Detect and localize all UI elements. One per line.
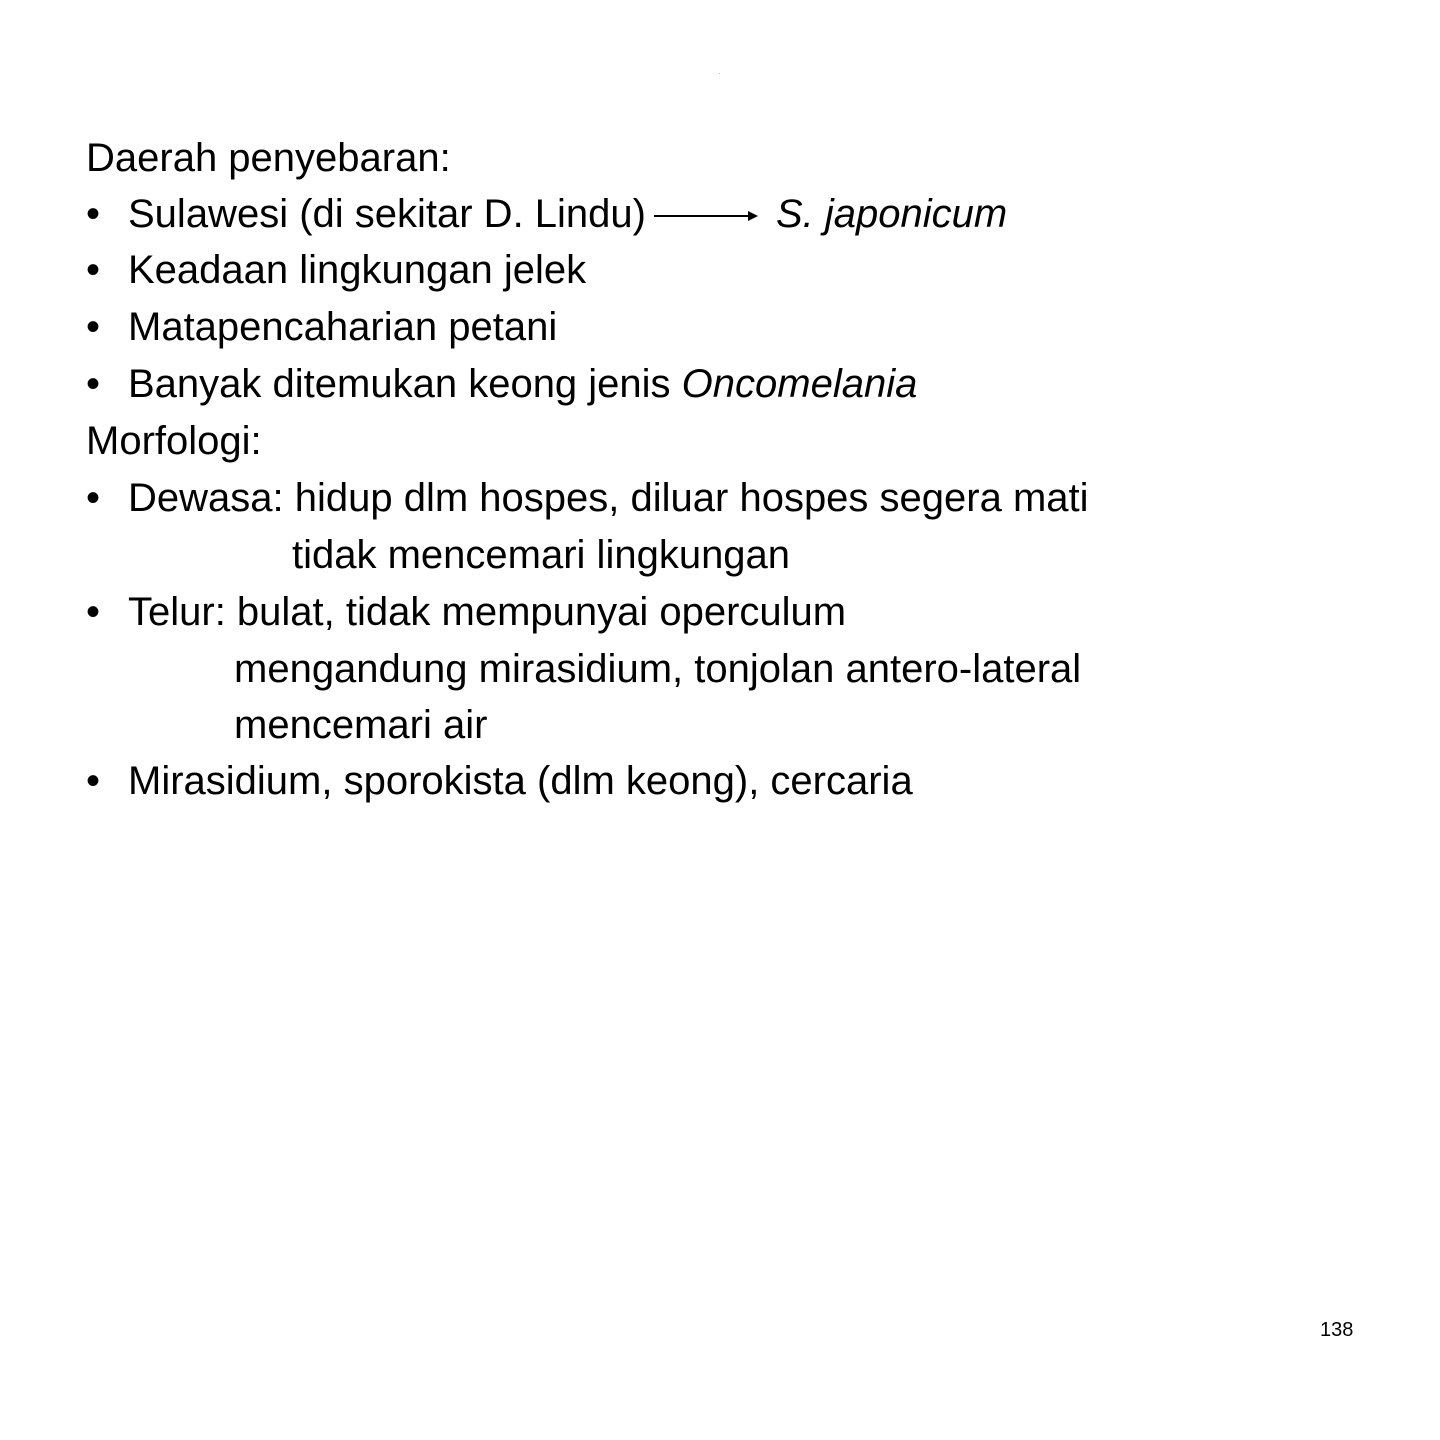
bullet-text: Matapencaharian petani [128, 305, 558, 349]
bullet-item [86, 303, 557, 351]
bullet-marker: • [86, 248, 101, 292]
bullet-item [86, 757, 913, 805]
bullet-marker: • [86, 192, 101, 236]
heading-distribution: Daerah penyebaran: [86, 136, 451, 180]
bullet-text: Dewasa: hidup dlm hospes, diluar hospes segera mati [128, 476, 1089, 520]
bullet-item [86, 588, 846, 636]
bullet-continuation: mencemari air [234, 703, 488, 747]
bullet-marker: • [86, 362, 101, 406]
bullet-marker: • [86, 305, 101, 349]
bullet-text: Sulawesi (di sekitar D. Lindu) [128, 192, 646, 236]
page-number: 138 [1320, 1319, 1354, 1341]
bullet-text: Telur: bulat, tidak mempunyai operculum [128, 590, 847, 634]
species-name: S. japonicum [776, 192, 1008, 236]
bullet-text: Keadaan lingkungan jelek [128, 248, 587, 292]
genus-name: Oncomelania [681, 362, 918, 406]
heading-morphology: Morfologi: [86, 419, 262, 463]
bullet-text: Banyak ditemukan keong jenis [128, 362, 682, 406]
scan-artifact-dot [719, 73, 720, 74]
bullet-item [86, 474, 1089, 522]
bullet-marker: • [86, 759, 101, 803]
bullet-marker: • [86, 476, 101, 520]
bullet-marker: • [86, 590, 101, 634]
bullet-item [86, 360, 917, 408]
bullet-text: Mirasidium, sporokista (dlm keong), cercaria [128, 759, 913, 803]
bullet-continuation: mengandung mirasidium, tonjolan antero-lateral [234, 647, 1082, 691]
bullet-item [86, 190, 1007, 238]
bullet-continuation: tidak mencemari lingkungan [292, 533, 791, 577]
right-arrow-icon [654, 210, 758, 222]
bullet-item [86, 246, 586, 294]
